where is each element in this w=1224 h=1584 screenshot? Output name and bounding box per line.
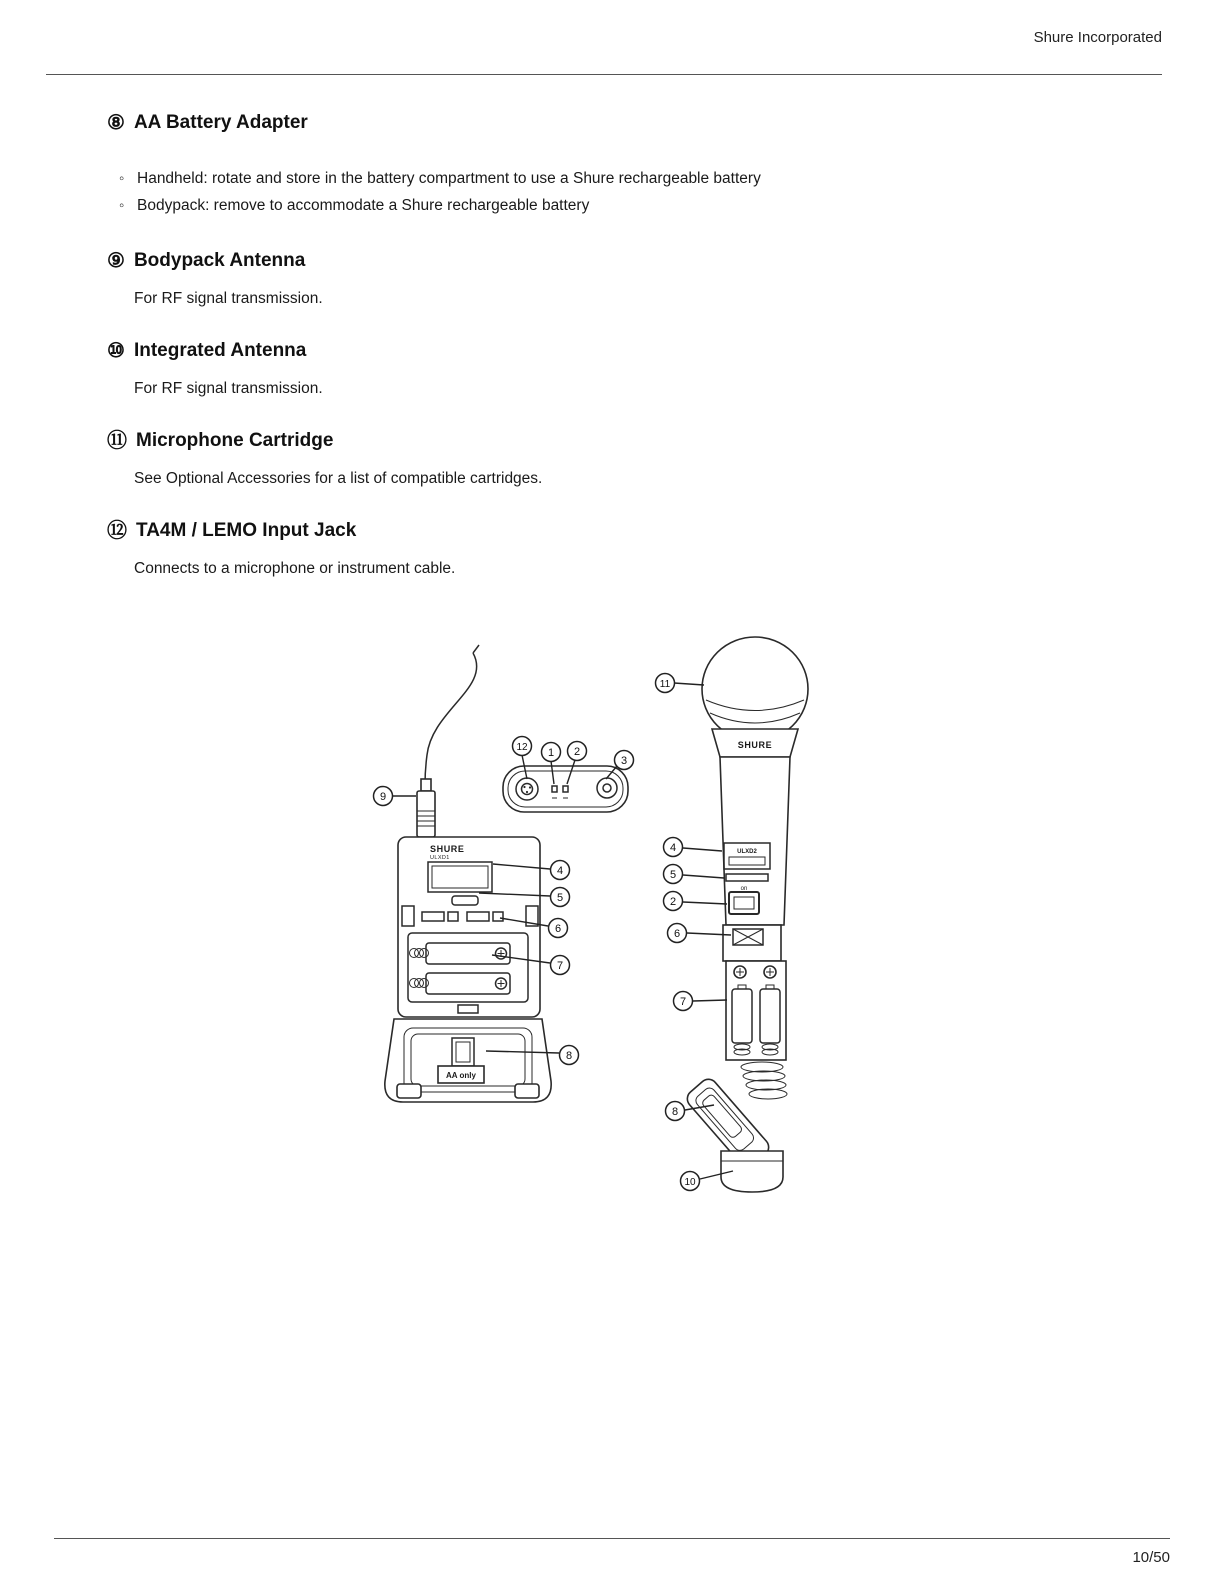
section-marker: ⑪: [107, 430, 127, 452]
svg-text:4: 4: [556, 865, 564, 877]
callout-9: [374, 787, 417, 806]
section-heading: [107, 109, 1144, 136]
section-integrated-antenna: [107, 337, 1144, 399]
section-heading: [107, 427, 1144, 454]
bullet-item: ◦ Bodypack: remove to accommodate a Shure rechargeable battery: [119, 193, 1144, 220]
bodypack-brand-label: SHURE: [430, 844, 465, 854]
section-body: See Optional Accessories for a list of compatible cartridges.: [134, 470, 543, 487]
svg-text:1: 1: [547, 747, 555, 759]
svg-text:10: 10: [684, 1177, 696, 1188]
callout-2-right: [664, 892, 728, 911]
aa-only-label: AA only: [446, 1071, 476, 1080]
antenna-connector: [417, 791, 435, 837]
page-footer: [54, 1538, 1170, 1566]
bodypack-antenna: [425, 653, 477, 785]
section-title-text: Microphone Cartridge: [136, 430, 334, 451]
page-number: 10/50: [1132, 1549, 1170, 1566]
bodypack-body: [398, 837, 540, 1017]
svg-text:8: 8: [671, 1106, 679, 1118]
callout-11: [656, 674, 705, 693]
section-marker: ⑨: [107, 250, 125, 272]
section-body: For RF signal transmission.: [134, 380, 323, 397]
section-marker: ⑩: [107, 340, 125, 362]
callout-5-right: [664, 865, 725, 884]
page-content: [0, 109, 1224, 1215]
handheld-connector: [723, 925, 781, 961]
bodypack-model-label: ULXD1: [430, 855, 450, 861]
microphone-cartridge: [702, 637, 808, 741]
svg-text:5: 5: [669, 869, 677, 881]
svg-text:8: 8: [565, 1050, 573, 1062]
svg-text:11: 11: [659, 679, 671, 690]
device-diagram: [340, 615, 840, 1215]
svg-text:12: 12: [516, 742, 528, 753]
section-marker: ⑧: [107, 112, 125, 134]
svg-text:4: 4: [669, 842, 677, 854]
svg-text:6: 6: [673, 928, 681, 940]
section-title-text: Bodypack Antenna: [133, 250, 306, 271]
handheld-brand-label: SHURE: [737, 740, 773, 750]
callout-7-right: [674, 992, 728, 1011]
section-body: Connects to a microphone or instrument cable.: [134, 560, 456, 577]
svg-text:7: 7: [679, 996, 687, 1008]
section-title-text: AA Battery Adapter: [133, 112, 308, 133]
bullet-item: ◦ Handheld: rotate and store in the battery compartment to use a Shure rechargeable battery: [119, 166, 1144, 193]
handheld-model-label: ULXD2: [737, 849, 757, 855]
handheld-illustration: [684, 637, 808, 1192]
top-panel-detail: [503, 766, 628, 812]
svg-text:5: 5: [556, 892, 564, 904]
section-heading: [107, 517, 1144, 544]
section-ta4m-lemo-input-jack: [107, 517, 1144, 579]
svg-text:3: 3: [620, 755, 628, 767]
svg-text:6: 6: [554, 923, 562, 935]
header-company: Shure Incorporated: [1033, 29, 1162, 46]
section-body: For RF signal transmission.: [134, 290, 323, 307]
section-marker: ⑫: [107, 520, 127, 542]
handheld-body: [720, 757, 790, 925]
section-heading: [107, 247, 1144, 274]
bullet-list: [107, 166, 1144, 219]
svg-text:7: 7: [556, 960, 564, 972]
svg-text:2: 2: [573, 746, 581, 758]
header-rule: [46, 74, 1162, 75]
section-heading: [107, 337, 1144, 364]
callout-4-right: [664, 838, 723, 857]
section-title-text: TA4M / LEMO Input Jack: [136, 520, 357, 541]
svg-text:9: 9: [379, 791, 387, 803]
section-aa-battery-adapter: [107, 109, 1144, 219]
svg-text:2: 2: [669, 896, 677, 908]
section-title-text: Integrated Antenna: [133, 340, 307, 361]
callout-6-right: [668, 924, 732, 943]
section-bodypack-antenna: [107, 247, 1144, 309]
bodypack-illustration: [385, 645, 551, 1102]
page-header: [0, 0, 1224, 75]
section-microphone-cartridge: [107, 427, 1144, 489]
on-label: on: [740, 886, 748, 892]
